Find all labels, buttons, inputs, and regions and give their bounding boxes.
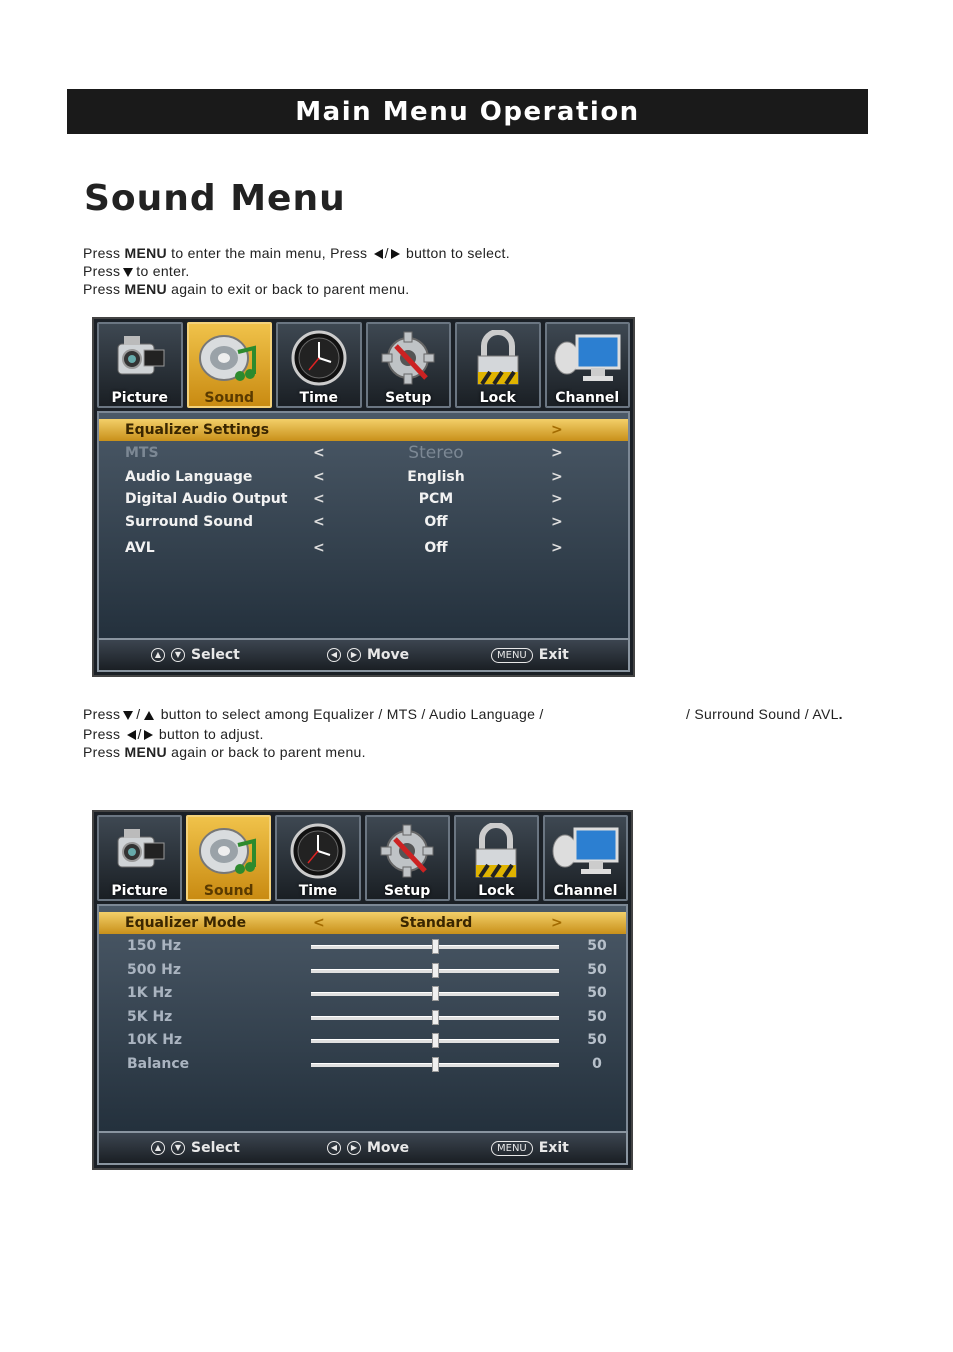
sound-menu-screen [92, 317, 635, 677]
slider-value: 50 [587, 985, 607, 1002]
slider-handle[interactable] [432, 1057, 439, 1072]
tab-time[interactable] [275, 815, 360, 901]
sound-menu-panel [97, 411, 630, 643]
tab-setup[interactable] [366, 322, 452, 408]
slider-handle[interactable] [432, 1033, 439, 1048]
menu-row[interactable] [99, 537, 628, 559]
up-button-icon: ▲ [151, 1141, 165, 1155]
right-button-icon: ▶ [347, 648, 361, 662]
tab-channel[interactable] [543, 815, 628, 901]
footer-move: Move [367, 647, 410, 663]
intro-line-1 [83, 244, 510, 262]
intro-press: Press [83, 245, 121, 261]
slider-value: 50 [587, 961, 607, 978]
row-value: PCM [418, 491, 454, 507]
left-arrow-icon [374, 249, 383, 259]
row-label: MTS [125, 445, 159, 461]
tab-label: Picture [111, 390, 168, 406]
slider-label: 500 Hz [127, 961, 181, 978]
down-button-icon: ▼ [171, 648, 185, 662]
left-button-icon: ◀ [327, 648, 341, 662]
right-arrow-icon [391, 249, 400, 259]
chevron-left-icon[interactable]: < [313, 491, 325, 507]
footer-move: Move [367, 1140, 410, 1156]
tab-label: Channel [553, 883, 618, 899]
footer-select: Select [191, 647, 240, 663]
equalizer-panel [97, 904, 628, 1136]
tab-label: Sound [204, 390, 255, 406]
tab-time[interactable] [276, 322, 362, 408]
slider-label: 150 Hz [127, 938, 181, 954]
tab-lock[interactable] [455, 322, 541, 408]
intro-line-2 [83, 262, 190, 280]
chevron-left-icon[interactable]: < [313, 915, 325, 931]
page-title: Sound Menu [84, 178, 346, 219]
slider-label: 10K Hz [127, 1032, 183, 1049]
down-arrow-icon [123, 711, 133, 720]
eq-slider-row[interactable] [99, 935, 626, 957]
row-value: Off [424, 540, 448, 556]
intro-text: button to select. [405, 245, 510, 261]
down-arrow-icon [123, 268, 133, 277]
row-label: Digital Audio Output [125, 491, 288, 507]
tab-label: Lock [478, 883, 515, 899]
slider-label: 5K Hz [127, 1008, 173, 1025]
row-label: AVL [125, 540, 155, 556]
equalizer-mode-row[interactable] [99, 912, 626, 934]
tab-label: Sound [203, 883, 254, 899]
mid-press: Press [83, 726, 121, 742]
sound-icon [198, 330, 260, 388]
slider-value: 0 [592, 1056, 602, 1072]
menu-row[interactable] [99, 511, 628, 533]
footer-exit: Exit [538, 1140, 569, 1156]
tab-label: Lock [479, 390, 516, 406]
time-icon [289, 330, 349, 388]
eq-slider-row[interactable] [99, 982, 626, 1004]
time-icon [288, 823, 348, 881]
intro-menu-key: MENU [124, 281, 167, 297]
picture-icon [110, 330, 170, 388]
equalizer-mode-value: Standard [399, 915, 473, 931]
slash: / [137, 726, 142, 742]
tab-lock[interactable] [454, 815, 539, 901]
menu-key-icon: MENU [491, 648, 533, 663]
sound-icon [198, 823, 260, 881]
equalizer-mode-label: Equalizer Mode [125, 915, 247, 931]
chevron-right-icon[interactable]: > [551, 422, 563, 438]
row-value: English [407, 469, 465, 485]
tab-label: Setup [385, 390, 432, 406]
eq-slider-row[interactable] [99, 1029, 626, 1051]
intro-text: to enter the main menu, Press [171, 245, 368, 261]
right-button-icon: ▶ [347, 1141, 361, 1155]
row-value: Stereo [408, 443, 464, 463]
mid-line-3 [83, 743, 366, 761]
tab-picture[interactable] [97, 815, 182, 901]
chevron-right-icon[interactable]: > [551, 514, 563, 530]
mid-line-1-end: / Surround Sound / AVL. [686, 706, 843, 722]
tab-sound[interactable] [186, 815, 271, 901]
mid-text: button to select among Equalizer / MTS / Audio Language / [160, 706, 544, 722]
chevron-left-icon[interactable]: < [313, 469, 325, 485]
down-button-icon: ▼ [171, 1141, 185, 1155]
up-arrow-icon [144, 711, 154, 720]
tab-label: Time [298, 883, 338, 899]
menu-row[interactable] [99, 442, 628, 464]
chevron-left-icon[interactable]: < [313, 514, 325, 530]
tab-label: Picture [111, 883, 168, 899]
chevron-left-icon[interactable]: < [313, 540, 325, 556]
slash: / [384, 245, 389, 261]
row-label: Equalizer Settings [125, 422, 270, 438]
chevron-right-icon[interactable]: > [551, 915, 563, 931]
tab-label: Channel [555, 390, 620, 406]
channel-icon [549, 823, 621, 881]
intro-menu-key: MENU [124, 245, 167, 261]
slider-handle[interactable] [432, 939, 439, 954]
menu-tabs [97, 815, 628, 901]
menu-key-icon: MENU [491, 1141, 533, 1156]
left-arrow-icon [127, 730, 136, 740]
mid-menu-key: MENU [124, 744, 167, 760]
slider-handle[interactable] [432, 1010, 439, 1025]
mid-line-2 [83, 725, 264, 743]
equalizer-screen [92, 810, 633, 1170]
row-label: Audio Language [125, 469, 253, 485]
channel-icon [551, 330, 623, 388]
intro-text: again to exit or back to parent menu. [171, 281, 410, 297]
up-button-icon: ▲ [151, 648, 165, 662]
tab-picture[interactable] [97, 322, 183, 408]
intro-line-3 [83, 280, 409, 298]
menu-row[interactable] [99, 488, 628, 510]
row-label: Surround Sound [125, 514, 253, 530]
tab-label: Setup [383, 883, 431, 899]
tab-setup[interactable] [365, 815, 450, 901]
left-button-icon: ◀ [327, 1141, 341, 1155]
menu-row[interactable] [99, 419, 628, 441]
footer-bar [97, 1131, 628, 1165]
slider-value: 50 [587, 938, 607, 954]
intro-text: to enter. [136, 263, 190, 279]
row-value: Off [424, 514, 448, 530]
menu-tabs [97, 322, 630, 408]
banner-text: Main Menu Operation [295, 96, 640, 127]
slider-label: 1K Hz [127, 985, 173, 1002]
chevron-right-icon[interactable]: > [551, 445, 563, 461]
slider-value: 50 [587, 1008, 607, 1025]
intro-press: Press [83, 263, 121, 279]
slider-handle[interactable] [432, 963, 439, 978]
setup-icon [377, 823, 437, 881]
chevron-right-icon[interactable]: > [551, 540, 563, 556]
mid-press: Press [83, 744, 121, 760]
slider-handle[interactable] [432, 986, 439, 1001]
eq-slider-row[interactable] [99, 1006, 626, 1028]
mid-press: Press [83, 706, 121, 722]
slider-label: Balance [127, 1056, 190, 1072]
footer-select: Select [191, 1140, 240, 1156]
slash: / [136, 706, 141, 722]
chevron-left-icon[interactable]: < [313, 445, 325, 461]
picture-icon [110, 823, 170, 881]
mid-text: again or back to parent menu. [171, 744, 366, 760]
footer-exit: Exit [538, 647, 569, 663]
setup-icon [378, 330, 438, 388]
section-banner [67, 89, 868, 134]
lock-icon [466, 823, 526, 881]
mid-text: / Surround Sound / AVL [686, 706, 839, 722]
intro-press: Press [83, 281, 121, 297]
slider-value: 50 [587, 1032, 607, 1049]
chevron-right-icon[interactable]: > [551, 469, 563, 485]
tab-sound[interactable] [187, 322, 273, 408]
eq-slider-row[interactable] [99, 959, 626, 981]
mid-text: button to adjust. [158, 726, 264, 742]
lock-icon [468, 330, 528, 388]
chevron-right-icon[interactable]: > [551, 491, 563, 507]
mid-line-1 [83, 705, 544, 723]
tab-channel[interactable] [545, 322, 631, 408]
footer-bar [97, 638, 630, 672]
menu-row[interactable] [99, 466, 628, 488]
eq-slider-row[interactable] [99, 1053, 626, 1075]
tab-label: Time [299, 390, 338, 406]
right-arrow-icon [144, 730, 153, 740]
